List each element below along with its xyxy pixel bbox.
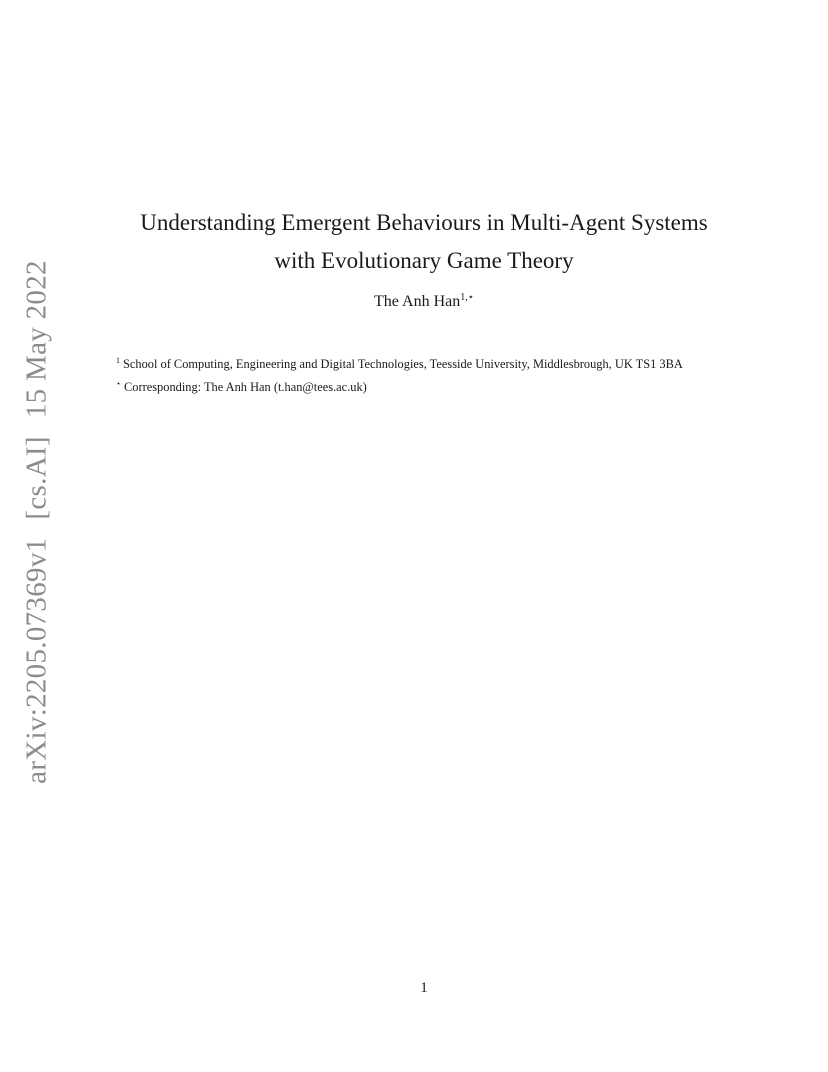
arxiv-identifier-stamp [21, 260, 54, 784]
arxiv-category: [cs.AI] [20, 436, 53, 520]
title-line-1: Understanding Emergent Behaviours in Multi-Agent Systems [140, 210, 708, 235]
title-line-2: with Evolutionary Game Theory [274, 248, 574, 273]
corresponding-author [116, 380, 367, 395]
corresponding-mark: ⋆ [116, 379, 122, 388]
affiliation-1-text: School of Computing, Engineering and Digital Technologies, Teesside University, Middlesbrough, UK TS1 3BA [123, 357, 683, 371]
page-number: 1 [420, 980, 428, 996]
author-name: The Anh Han [374, 293, 461, 310]
affiliation-1-mark: 1 [116, 356, 120, 365]
corresponding-text: Corresponding: The Anh Han (t.han@tees.ac.uk) [124, 380, 367, 394]
affiliation-1 [116, 357, 683, 372]
author-marks: 1,⋆ [460, 292, 474, 303]
paper-title [0, 204, 828, 280]
author-line [0, 293, 828, 311]
arxiv-date: 15 May 2022 [20, 260, 53, 419]
arxiv-id: arXiv:2205.07369v1 [20, 537, 53, 784]
